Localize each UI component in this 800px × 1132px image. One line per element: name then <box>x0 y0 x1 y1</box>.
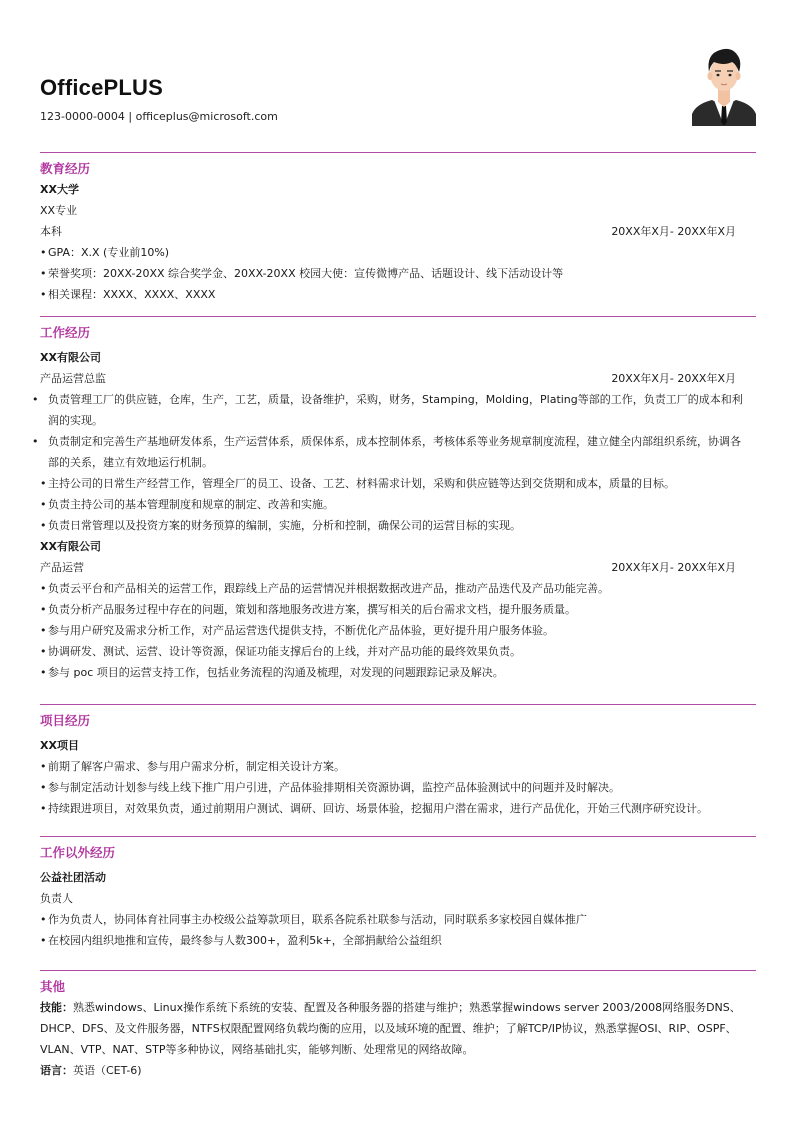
skills-text: 熟悉windows、Linux操作系统下系统的安装、配置及各种服务器的搭建与维护；熟悉掌握windows server 2003/2008网络服务DNS、DHCP、DFS、及文件服务器，NTFS权限配置网络负载均衡的应用，以及域环境的配置、维护；了解TCP/IP协议，熟悉掌握OSI、RIP、OSPF、VLAN、VTP、NAT、STP等多种协议，网络基础扎实，能够判断、处理常见的网络故障。 <box>40 1001 741 1056</box>
other-title: 其他 <box>40 979 66 994</box>
job-role: 产品运营 <box>40 561 84 574</box>
education-section <box>40 152 756 305</box>
org-role: 负责人 <box>40 892 73 905</box>
major: XX专业 <box>40 204 78 217</box>
job-role: 产品运营总监 <box>40 372 106 385</box>
list-item: • 作为负责人，协同体育社同事主办校级公益筹款项目，联系各院系社联参与活动，同时联系多家校园自媒体推广 <box>40 913 587 926</box>
section-divider <box>40 970 756 971</box>
list-item: • 负责日常管理以及投资方案的财务预算的编制，实施，分析和控制，确保公司的运营目标的实现。 <box>40 519 521 532</box>
list-item: • 主持公司的日常生产经营工作，管理全厂的员工、设备、工艺、材料需求计划，采购和供应链等达到交货期和成本，质量的目标。 <box>40 477 675 490</box>
education-date: 20XX年X月- 20XX年X月 <box>611 225 736 238</box>
language-text: 英语（CET-6) <box>73 1064 142 1077</box>
list-item: • 在校园内组织地推和宣传，最终参与人数300+，盈利5k+，全部捐献给公益组织 <box>40 934 442 947</box>
section-divider <box>40 704 756 705</box>
avatar <box>692 40 756 126</box>
list-item: • 荣誉奖项：20XX-20XX 综合奖学金、20XX-20XX 校园大使：宣传微博产品、话题设计、线下活动设计等 <box>40 267 564 280</box>
list-item: • 负责制定和完善生产基地研发体系，生产运营体系，质保体系，成本控制体系，考核体系等业务规章制度流程，建立健全内部组织系统，协调各部的关系，建立有效地运行机制。 <box>32 435 741 469</box>
role-row <box>40 557 756 578</box>
list-item: • GPA：X.X (专业前10%) <box>40 246 170 259</box>
section-divider <box>40 152 756 153</box>
job-date: 20XX年X月- 20XX年X月 <box>611 561 736 574</box>
org-name: 公益社团活动 <box>40 871 106 884</box>
degree-row <box>40 221 756 242</box>
company-name: XX有限公司 <box>40 540 101 553</box>
candidate-name: OfficePLUS <box>40 75 164 100</box>
work-section <box>32 316 756 683</box>
work-title: 工作经历 <box>40 325 91 340</box>
language-label: 语言： <box>40 1064 73 1077</box>
job-date: 20XX年X月- 20XX年X月 <box>611 372 736 385</box>
list-item: • 参与用户研究及需求分析工作，对产品运营迭代提供支持，不断优化产品体验，更好提升用户服务体验。 <box>40 624 554 637</box>
other-section <box>40 970 756 1081</box>
list-item: • 前期了解客户需求、参与用户需求分析，制定相关设计方案。 <box>40 760 345 773</box>
list-item: • 参与 poc 项目的运营支持工作，包括业务流程的沟通及梳理，对发现的问题跟踪记录及解决。 <box>40 666 504 679</box>
skills-label: 技能： <box>40 1001 73 1014</box>
list-item: • 持续跟进项目，对效果负责，通过前期用户测试、调研、回访、场景体验，挖掘用户潜在需求，进行产品优化，开始三代测序研究设计。 <box>40 802 708 815</box>
list-item: • 相关课程：XXXX、XXXX、XXXX <box>40 288 216 301</box>
extra-title: 工作以外经历 <box>40 845 116 860</box>
list-item: • 负责主持公司的基本管理制度和规章的制定、改善和实施。 <box>40 498 334 511</box>
school-name: XX大学 <box>40 183 79 196</box>
project-name: XX项目 <box>40 739 79 752</box>
company-name: XX有限公司 <box>40 351 101 364</box>
contact-info: 123-0000-0004 | officeplus@microsoft.com <box>40 110 278 123</box>
list-item: • 负责分析产品服务过程中存在的问题，策划和落地服务改进方案，撰写相关的后台需求文档，提升服务质量。 <box>40 603 576 616</box>
projects-title: 项目经历 <box>40 713 91 728</box>
list-item: • 参与制定活动计划参与线上线下推广用户引进，产品体验排期相关资源协调，监控产品体验测试中的问题并及时解决。 <box>40 781 620 794</box>
list-item: • 负责云平台和产品相关的运营工作，跟踪线上产品的运营情况并根据数据改进产品，推动产品迭代及产品功能完善。 <box>40 582 609 595</box>
section-divider <box>40 316 756 317</box>
education-title: 教育经历 <box>40 161 91 176</box>
section-divider <box>40 836 756 837</box>
list-item: • 负责管理工厂的供应链，仓库，生产，工艺，质量，设备维护，采购，财务，Stamping，Molding，Plating等部的工作，负责工厂的成本和利润的实现。 <box>32 393 743 427</box>
role-row <box>40 368 756 389</box>
degree: 本科 <box>40 225 62 238</box>
extra-section <box>40 836 756 951</box>
language-row <box>40 1060 756 1081</box>
skills-paragraph <box>40 997 756 1060</box>
projects-section <box>40 704 756 819</box>
list-item: • 协调研发、测试、运营、设计等资源，保证功能支撑后台的上线，并对产品功能的最终效果负责。 <box>40 645 521 658</box>
